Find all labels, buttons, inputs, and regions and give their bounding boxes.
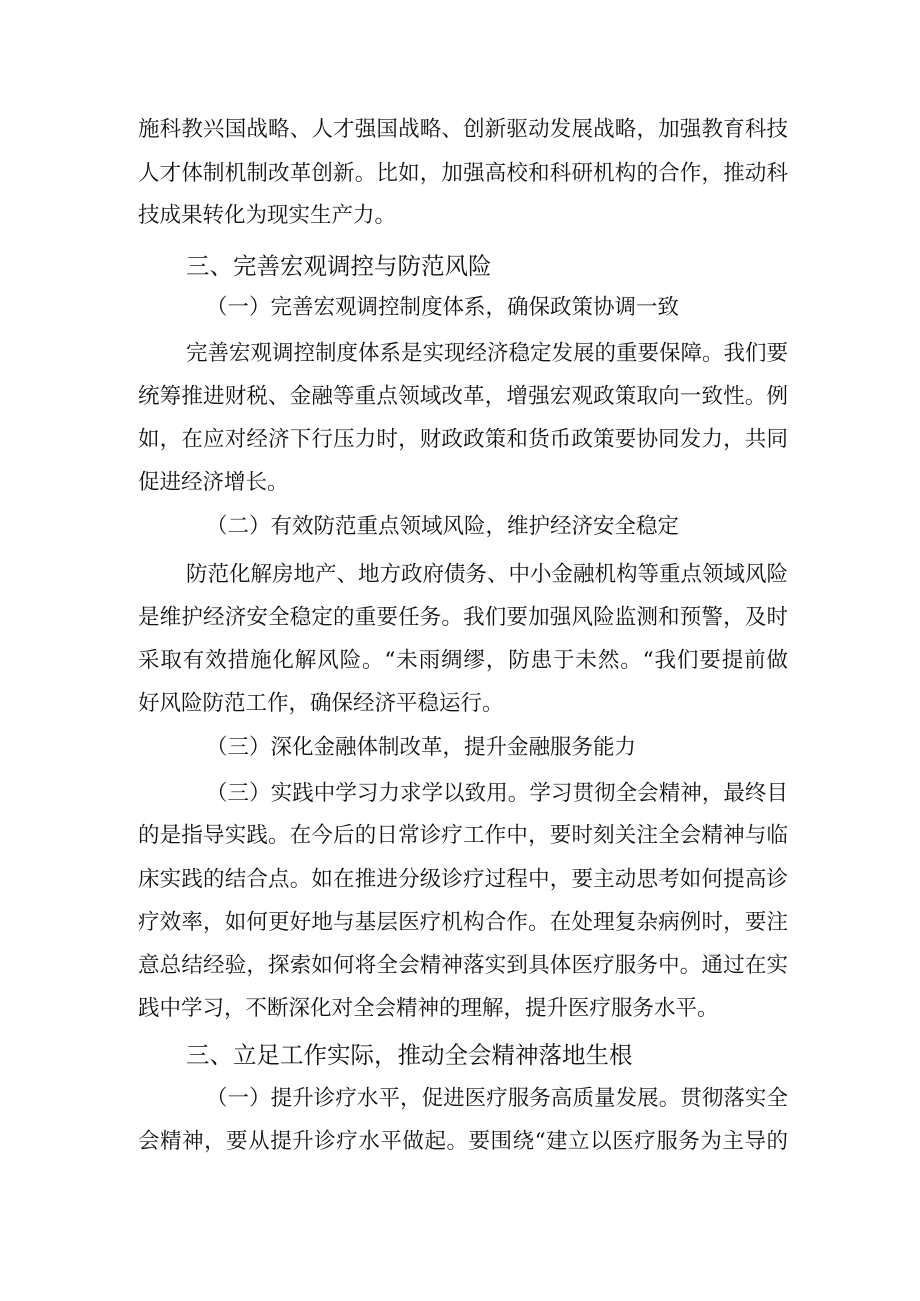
body-line: 践中学习，不断深化对全会精神的理解，提升医疗服务水平。: [138, 996, 719, 1021]
section-heading: 三、立足工作实际，推动全会精神落地生根: [186, 1041, 633, 1069]
body-line: 完善宏观调控制度体系是实现经济稳定发展的重要保障。我们要: [186, 341, 789, 366]
subsection-heading: （三）深化金融体制改革，提升金融服务能力: [206, 735, 637, 760]
body-line: 会精神，要从提升诊疗水平做起。要围绕“建立以医疗服务为主导的: [138, 1129, 788, 1154]
section-heading: 三、完善宏观调控与防范风险: [186, 252, 492, 280]
body-line: 施科教兴国战略、人才强国战略、创新驱动发展战略，加强教育科技: [138, 117, 788, 142]
subsection-heading: （二）有效防范重点领域风险，维护经济安全稳定: [206, 514, 680, 539]
body-line: 统筹推进财税、金融等重点领域改革，增强宏观政策取向一致性。例: [138, 384, 788, 409]
body-line: 床实践的结合点。如在推进分级诊疗过程中，要主动思考如何提高诊: [138, 867, 788, 892]
body-line: （一）提升诊疗水平，促进医疗服务高质量发展。贯彻落实全: [206, 1086, 788, 1111]
body-line: 技成果转化为现实生产力。: [138, 203, 397, 228]
body-line: 好风险防范工作，确保经济平稳运行。: [138, 691, 504, 716]
body-line: 是维护经济安全稳定的重要任务。我们要加强风险监测和预警，及时: [138, 605, 788, 630]
body-line: 采取有效措施化解风险。“未雨绸缪，防患于未然。“我们要提前做: [138, 648, 788, 673]
body-line: 意总结经验，探索如何将全会精神落实到具体医疗服务中。通过在实: [138, 953, 788, 978]
body-line: 促进经济增长。: [138, 470, 289, 495]
subsection-heading: （一）完善宏观调控制度体系，确保政策协调一致: [206, 295, 680, 320]
body-line: （三）实践中学习力求学以致用。学习贯彻全会精神，最终目: [206, 781, 788, 806]
body-line: 如，在应对经济下行压力时，财政政策和货币政策要协同发力，共同: [138, 427, 788, 452]
body-line: 的是指导实践。在今后的日常诊疗工作中，要时刻关注全会精神与临: [138, 823, 788, 848]
body-line: 疗效率，如何更好地与基层医疗机构合作。在处理复杂病例时，要注: [138, 910, 788, 935]
body-line: 人才体制机制改革创新。比如，加强高校和科研机构的合作，推动科: [138, 161, 788, 186]
body-line: 防范化解房地产、地方政府债务、中小金融机构等重点领域风险: [186, 562, 789, 587]
